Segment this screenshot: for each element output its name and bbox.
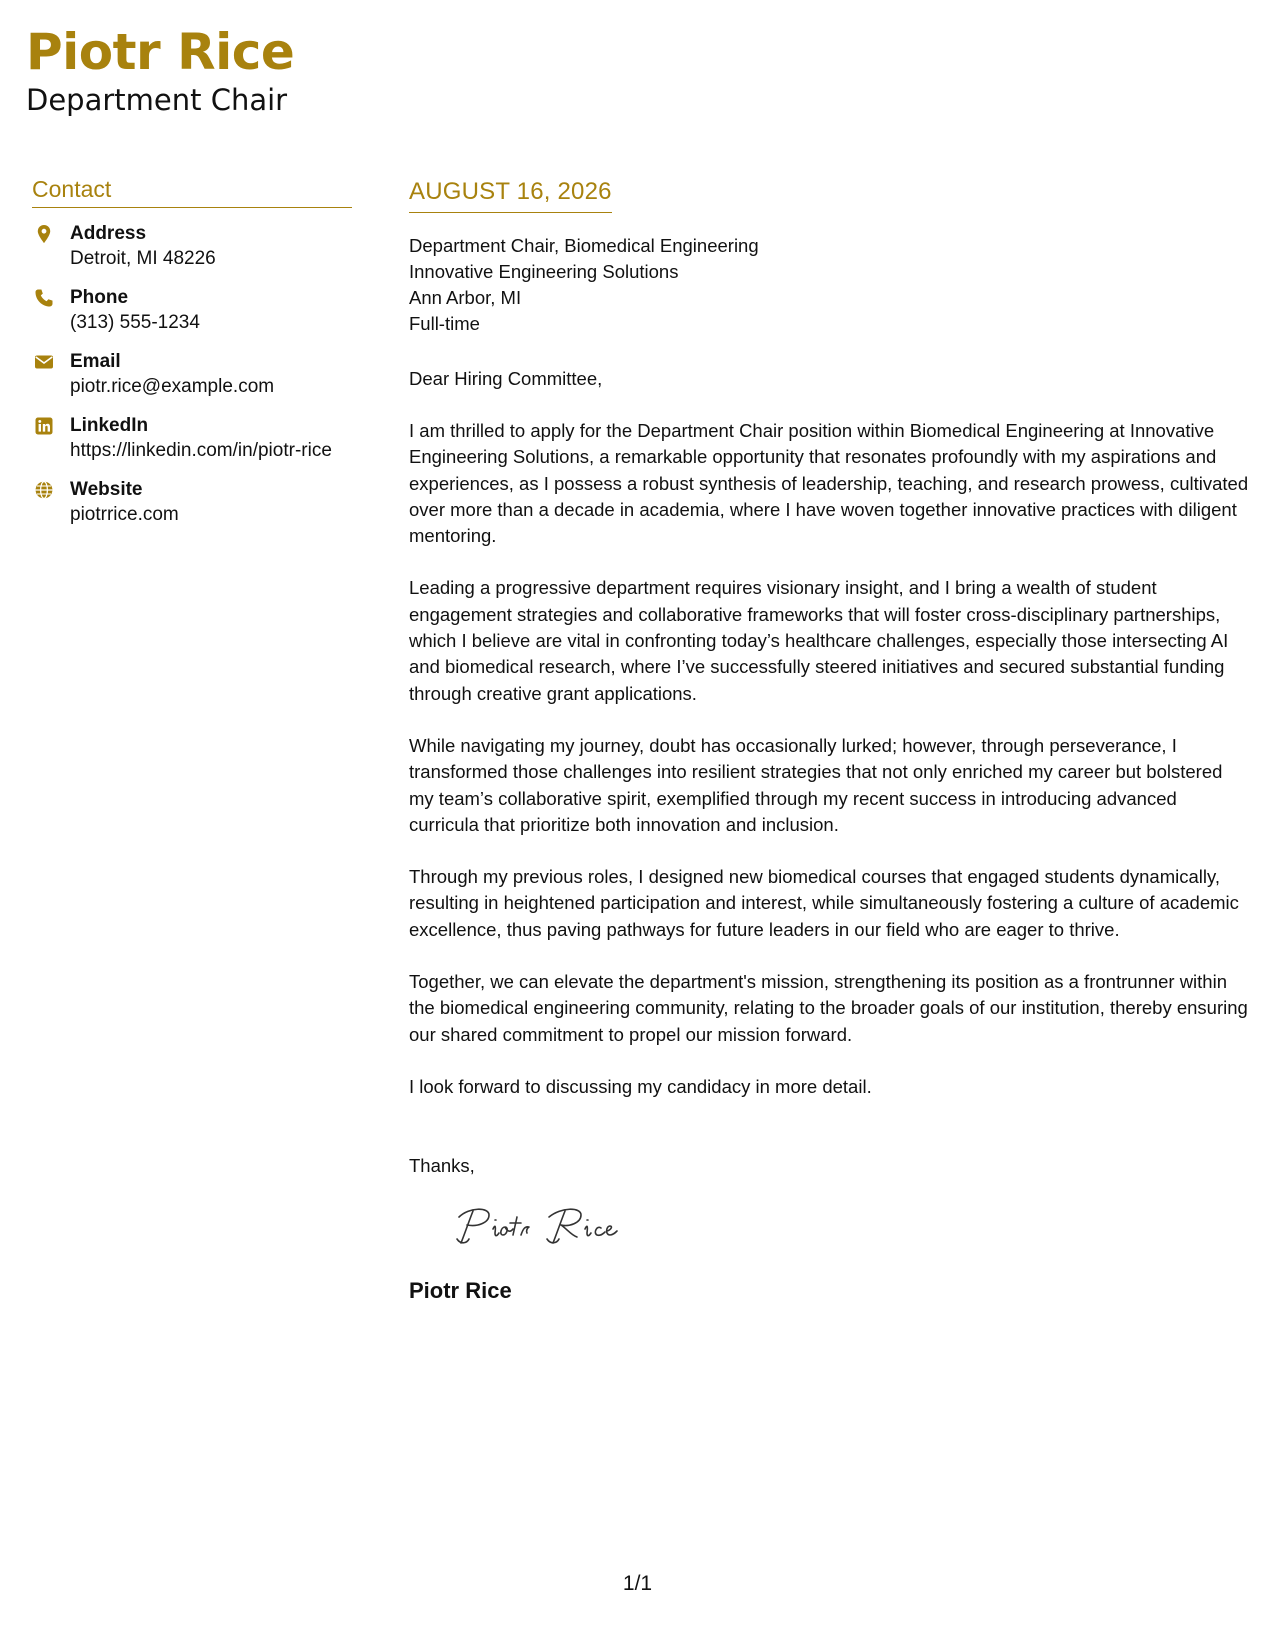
paragraph: I am thrilled to apply for the Department Chair position within Biomedical Engineering at Innovative Engineering Solutions, a remarkable opportunity that resonates profoundly with my aspirations and experiences, as I possess a robust synthesis of leadership, teaching, and research prowess, cultivated over more than a decade in academia, where I have woven together innovative practices with diligent mentoring. xyxy=(409,420,1249,547)
paragraph: Leading a progressive department requires visionary insight, and I bring a wealth of student engagement strategies and collaborative frameworks that will foster cross-disciplinary partnerships, which I believe are vital in confronting today’s healthcare challenges, especially those intersecting AI and biomedical research, where I’ve successfully steered initiatives and secured substantial funding through creative grant applications. xyxy=(409,577,1229,704)
recipient-line: Ann Arbor, MI xyxy=(409,287,522,308)
contact-value[interactable]: piotr.rice@example.com xyxy=(70,376,275,397)
header xyxy=(26,22,294,118)
page-number: 1/1 xyxy=(622,1572,653,1595)
contact-label: Email xyxy=(70,351,121,372)
contact-value: Detroit, MI 48226 xyxy=(70,248,216,269)
applicant-role: Department Chair xyxy=(26,83,288,117)
recipient-line: Full-time xyxy=(409,313,480,334)
recipient-line: Innovative Engineering Solutions xyxy=(409,261,679,282)
paragraph: While navigating my journey, doubt has occasionally lurked; however, through perseverance, I transformed those challenges into resilient strategies that not only enriched my career but bolstered my team’s collaborative spirit, exemplified through my recent success in introducing advanced curricula that prioritize both innovation and inclusion. xyxy=(409,734,1223,835)
contact-item-address xyxy=(32,222,352,272)
paragraph: Together, we can elevate the department's mission, strengthening its position as a frontrunner within the biomedical engineering community, relating to the broader goals of our institution, thereby ensuring our shared commitment to propel our mission forward. xyxy=(409,971,1248,1045)
signoff: Thanks, xyxy=(409,1154,475,1176)
recipient-line: Department Chair, Biomedical Engineering xyxy=(409,235,759,256)
contact-title: Contact xyxy=(32,176,352,208)
applicant-name: Piotr Rice xyxy=(26,23,295,81)
handwritten-signature xyxy=(455,1203,635,1251)
contact-item-linkedin xyxy=(32,414,352,464)
map-pin-icon xyxy=(34,224,54,244)
contact-value: (313) 555-1234 xyxy=(70,312,200,333)
closing-line: I look forward to discussing my candidacy in more detail. xyxy=(409,1075,872,1097)
contact-item-website xyxy=(32,478,352,528)
contact-label: Phone xyxy=(70,287,129,308)
phone-icon xyxy=(34,288,54,308)
contact-item-phone xyxy=(32,286,352,336)
linkedin-icon xyxy=(34,416,54,436)
envelope-icon xyxy=(34,352,54,372)
signer-name: Piotr Rice xyxy=(409,1277,512,1303)
contact-label: LinkedIn xyxy=(70,415,149,436)
paragraph: Through my previous roles, I designed new biomedical courses that engaged students dynamically, resulting in heightened participation and interest, while simultaneously fostering a culture of academic excellence, thus paving pathways for future leaders in our field who are eager to thrive. xyxy=(409,866,1239,940)
globe-icon xyxy=(34,480,54,500)
recipient-block xyxy=(409,233,1249,337)
letter-date: AUGUST 16, 2026 xyxy=(409,178,612,213)
contact-item-email xyxy=(32,350,352,400)
contact-value[interactable]: https://linkedin.com/in/piotr-rice xyxy=(70,440,332,461)
greeting: Dear Hiring Committee, xyxy=(409,368,603,389)
contact-label: Website xyxy=(70,479,143,500)
contact-value[interactable]: piotrrice.com xyxy=(70,504,179,525)
letter-body xyxy=(409,178,1249,1304)
contact-sidebar xyxy=(32,176,352,528)
contact-label: Address xyxy=(70,223,147,244)
